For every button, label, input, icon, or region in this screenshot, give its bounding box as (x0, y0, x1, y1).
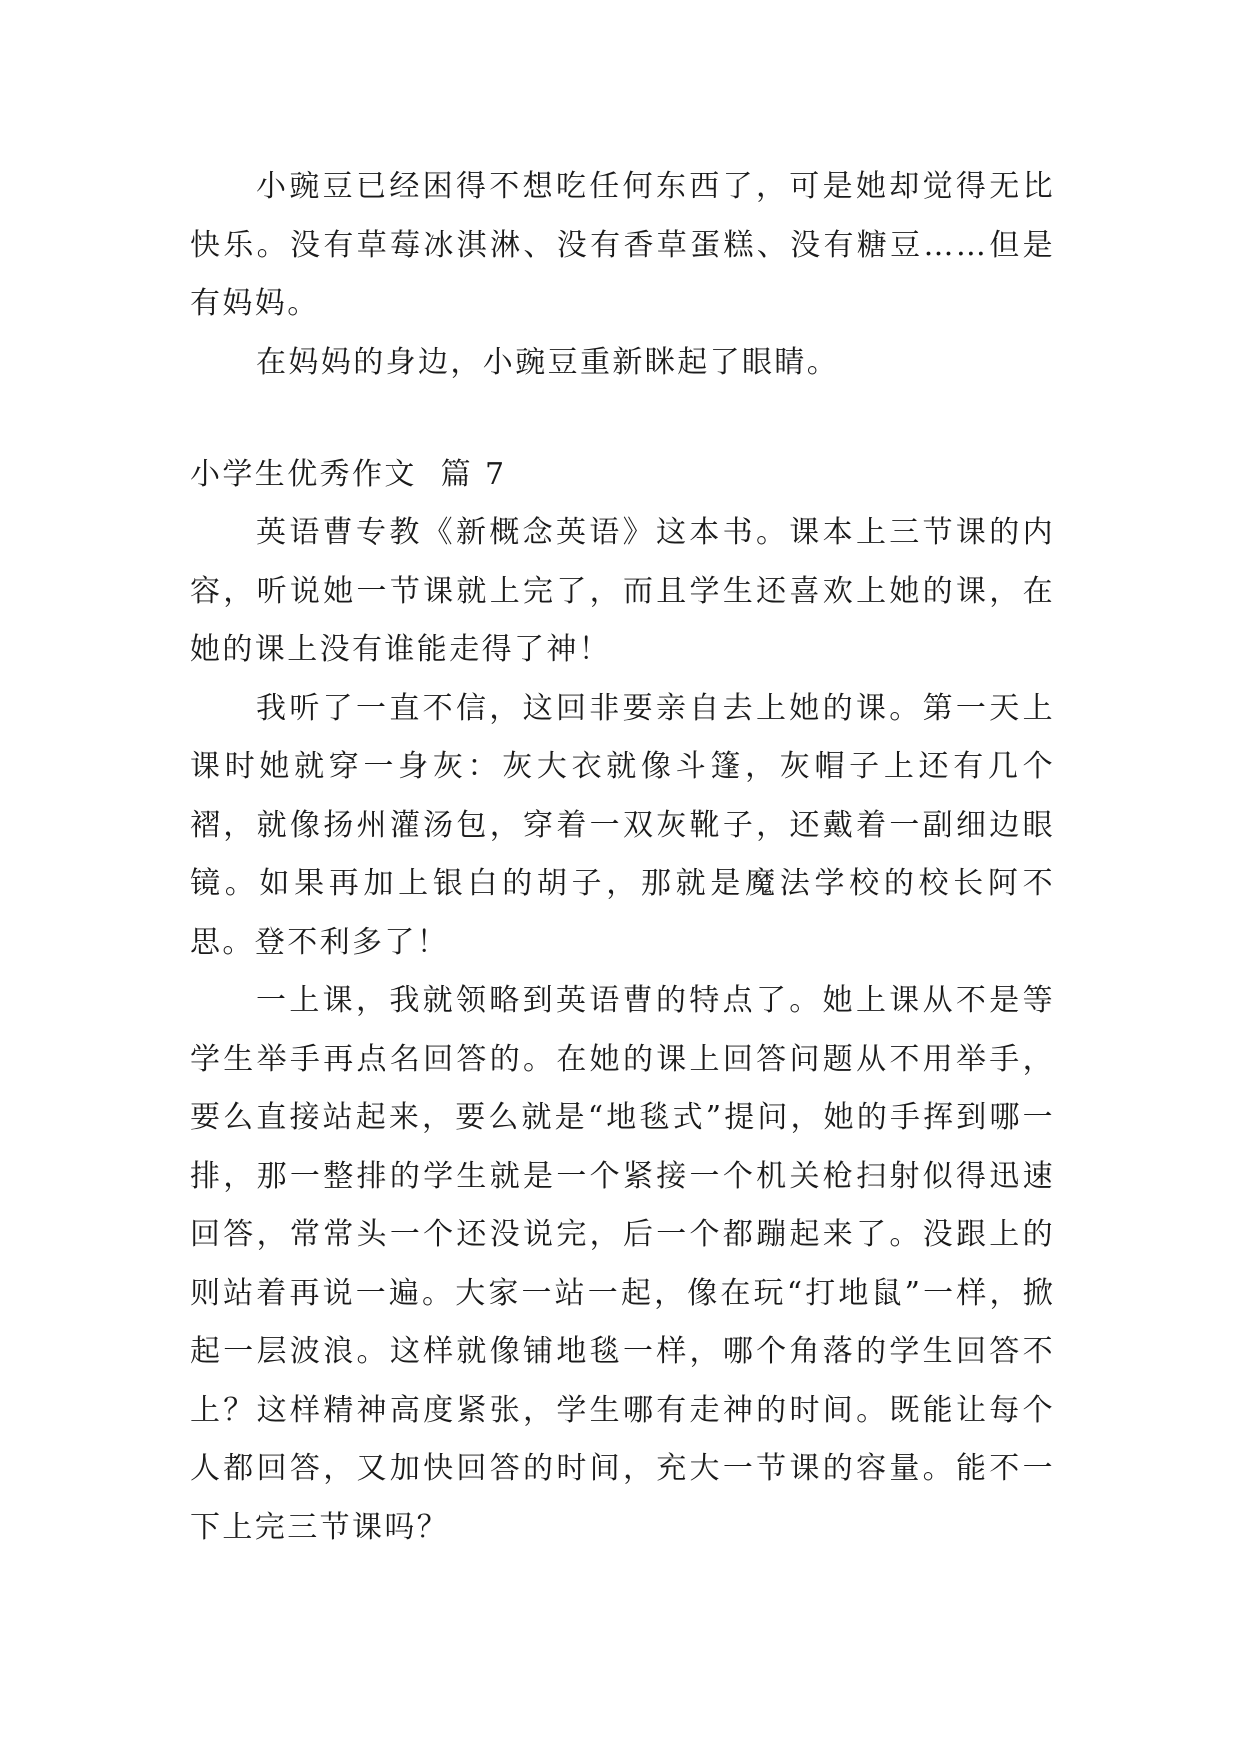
essay-heading: 小学生优秀作文 篇 7 (190, 457, 507, 492)
paragraph: 一上课，我就领略到英语曹的特点了。她上课从不是等学生举手再点名回答的。在她的课上回答问题从不用举手，要么直接站起来，要么就是“地毯式”提问，她的手挥到哪一排，那一整排的学生就是一个紧接一个机关枪扫射似得迅速回答，常常头一个还没说完，后一个都蹦起来了。没跟上的则站着再说一遍。大家一站一起，像在玩“打地鼠”一样，掀起一层波浪。这样就像铺地毯一样，哪个角落的学生回答不上？这样精神高度紧张，学生哪有走神的时间。既能让每个人都回答，又加快回答的时间，充大一节课的容量。能不一下上完三节课吗？ (190, 983, 1055, 1545)
paragraph: 我听了一直不信，这回非要亲自去上她的课。第一天上课时她就穿一身灰：灰大衣就像斗篷，灰帽子上还有几个褶，就像扬州灌汤包，穿着一双灰靴子，还戴着一副细边眼镜。如果再加上银白的胡子，那就是魔法学校的校长阿不思。登不利多了！ (190, 690, 1055, 960)
paragraph: 英语曹专教《新概念英语》这本书。课本上三节课的内容，听说她一节课就上完了，而且学生还喜欢上她的课，在她的课上没有谁能走得了神！ (190, 515, 1055, 667)
essay-body (190, 504, 1055, 1557)
story-ending-section (190, 158, 1055, 392)
paragraph: 在妈妈的身边，小豌豆重新眯起了眼睛。 (256, 344, 840, 380)
paragraph: 小豌豆已经困得不想吃任何东西了，可是她却觉得无比快乐。没有草莓冰淇淋、没有香草蛋糕、没有糖豆……但是有妈妈。 (190, 169, 1055, 321)
